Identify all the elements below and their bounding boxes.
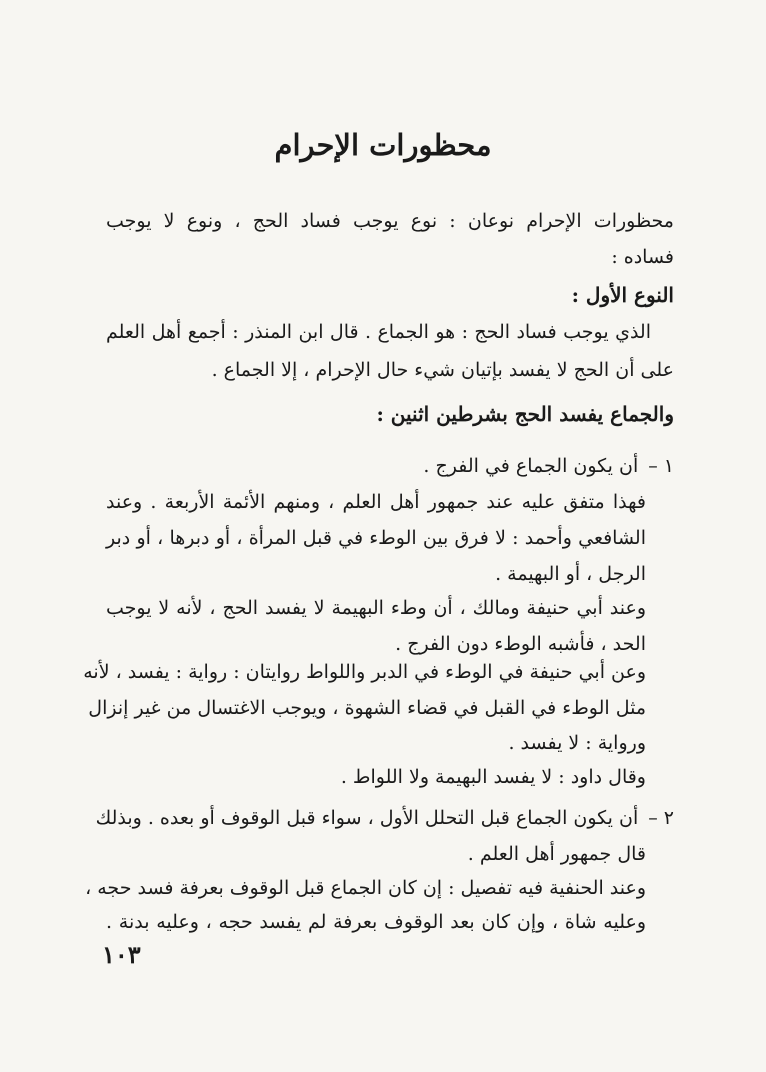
section-heading: النوع الأول : (571, 283, 674, 307)
text-line: الذي يوجب فساد الحج : هو الجماع . قال ابن المنذر : أجمع أهل العلم (106, 321, 651, 343)
text-line: وعن أبي حنيفة في الوطء في الدبر واللواط روايتان : رواية : يفسد ، لأنه (83, 661, 646, 683)
chapter-title: محظورات الإحرام (274, 128, 492, 162)
section-heading: والجماع يفسد الحج بشرطين اثنين : (376, 402, 674, 426)
list-item (106, 448, 674, 484)
text-line: الشافعي وأحمد : لا فرق بين الوطء في قبل المرأة ، أو دبرها ، أو دبر (106, 527, 646, 549)
text-line: الرجل ، أو البهيمة . (495, 563, 646, 585)
text-line: على أن الحج لا يفسد بإتيان شيء حال الإحرام ، إلا الجماع . (211, 359, 674, 381)
item-number: ٢ – (648, 807, 674, 829)
page-number: ١٠٣ (102, 940, 141, 969)
text-line: فهذا متفق عليه عند جمهور أهل العلم ، ومنهم الأئمة الأربعة . وعند (106, 491, 646, 513)
text-line: أن يكون الجماع قبل التحلل الأول ، سواء قبل الوقوف أو بعده . وبذلك (95, 807, 639, 829)
text-line: وعند الحنفية فيه تفصيل : إن كان الجماع قبل الوقوف بعرفة فسد حجه ، (85, 877, 646, 899)
text-line: الحد ، فأشبه الوطء دون الفرج . (395, 633, 646, 655)
text-line: مثل الوطء في القبل في قضاء الشهوة ، ويوجب الاغتسال من غير إنزال (88, 697, 646, 719)
item-number: ١ – (648, 455, 674, 477)
text-line: وقال داود : لا يفسد البهيمة ولا اللواط . (340, 766, 646, 788)
list-item (95, 800, 674, 836)
text-line: أن يكون الجماع في الفرج . (423, 455, 639, 477)
text-line: وعليه شاة ، وإن كان بعد الوقوف بعرفة لم يفسد حجه ، وعليه بدنة . (106, 911, 646, 933)
text-line: وعند أبي حنيفة ومالك ، أن وطء البهيمة لا يفسد الحج ، لأنه لا يوجب (106, 597, 646, 619)
text-line: فساده : (611, 246, 674, 268)
text-line: ورواية : لا يفسد . (508, 732, 646, 754)
text-line: محظورات الإحرام نوعان : نوع يوجب فساد الحج ، ونوع لا يوجب (106, 210, 674, 232)
text-line: قال جمهور أهل العلم . (467, 843, 646, 865)
